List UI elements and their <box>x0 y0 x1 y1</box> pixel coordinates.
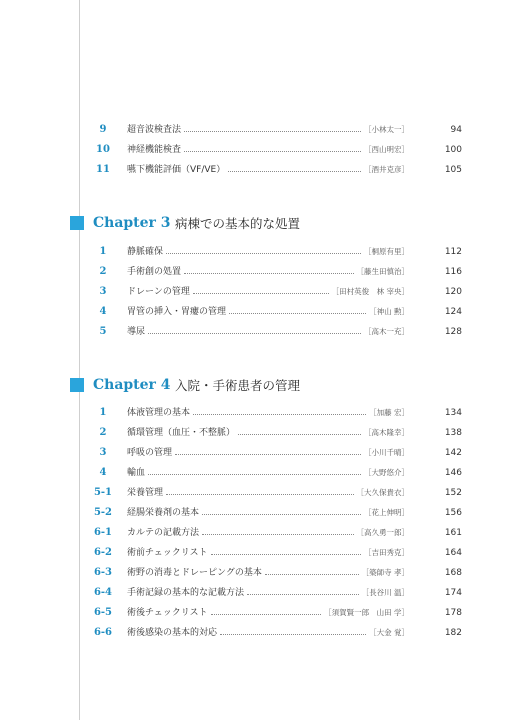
toc-row[interactable] <box>0 305 509 319</box>
item-page: 142 <box>444 448 462 458</box>
toc-row[interactable] <box>0 265 509 279</box>
toc-row[interactable] <box>0 486 509 500</box>
item-author: ［高久勇一郎］ <box>356 528 409 537</box>
toc-row[interactable] <box>0 546 509 560</box>
item-title: 術野の消毒とドレーピングの基本 <box>127 568 262 578</box>
item-title: 術後チェックリスト <box>127 608 208 618</box>
toc-row[interactable] <box>0 285 509 299</box>
leader-dots <box>247 594 359 595</box>
item-title: 呼吸の管理 <box>127 448 173 458</box>
leader-dots <box>228 171 361 172</box>
leader-dots <box>202 534 353 535</box>
toc-row[interactable] <box>0 506 509 520</box>
item-author: ［田村英俊 林 宰央］ <box>331 287 409 296</box>
item-title: 経腸栄養剤の基本 <box>127 508 200 518</box>
item-title: 導尿 <box>127 327 146 337</box>
leader-dots <box>193 414 366 415</box>
leader-dots <box>148 474 361 475</box>
item-page: 174 <box>444 588 462 598</box>
item-number: 5 <box>99 326 107 337</box>
item-number: 4 <box>99 467 107 478</box>
toc-row[interactable] <box>0 526 509 540</box>
item-number: 6-2 <box>93 547 113 558</box>
item-number: 2 <box>99 266 107 277</box>
item-page: 152 <box>444 488 462 498</box>
item-page: 156 <box>444 508 462 518</box>
item-number: 6-3 <box>93 567 113 578</box>
item-number: 3 <box>99 286 107 297</box>
toc-row[interactable] <box>0 586 509 600</box>
chapter-heading[interactable] <box>0 215 509 233</box>
item-page: 105 <box>444 165 462 175</box>
item-author: ［大久保貴衣］ <box>356 488 409 497</box>
item-page: 116 <box>444 267 462 277</box>
item-title: 神経機能検査 <box>127 145 182 155</box>
chapter-marker-square <box>70 378 84 392</box>
leader-dots <box>184 273 353 274</box>
item-page: 168 <box>444 568 462 578</box>
item-title: 超音波検査法 <box>127 125 182 135</box>
item-page: 94 <box>450 125 462 135</box>
item-number: 6-4 <box>93 587 113 598</box>
leader-dots <box>184 151 361 152</box>
toc-row[interactable] <box>0 143 509 157</box>
item-page: 178 <box>444 608 462 618</box>
item-author: ［桐原有里］ <box>364 247 409 256</box>
item-page: 164 <box>444 548 462 558</box>
item-title: 術前チェックリスト <box>127 548 208 558</box>
leader-dots <box>211 554 361 555</box>
item-number: 9 <box>99 124 107 135</box>
item-author: ［小林太一］ <box>364 125 409 134</box>
leader-dots <box>184 131 361 132</box>
item-title: 体液管理の基本 <box>127 408 191 418</box>
item-title: 循環管理（血圧・不整脈） <box>127 428 236 438</box>
toc-row[interactable] <box>0 245 509 259</box>
item-page: 134 <box>444 408 462 418</box>
item-number: 11 <box>96 164 110 175</box>
item-author: ［花上伸明］ <box>364 508 409 517</box>
item-title: 輸血 <box>127 468 146 478</box>
item-author: ［須賀賢一郎 山田 学］ <box>324 608 409 617</box>
toc-row[interactable] <box>0 446 509 460</box>
item-title: カルテの記載方法 <box>127 528 200 538</box>
item-author: ［大金 覚］ <box>369 628 409 637</box>
leader-dots <box>148 333 361 334</box>
leader-dots <box>166 494 353 495</box>
leader-dots <box>229 313 366 314</box>
item-title: 胃管の挿入・胃瘻の管理 <box>127 307 227 317</box>
item-title: 術後感染の基本的対応 <box>127 628 218 638</box>
item-title: ドレーンの管理 <box>127 287 190 297</box>
item-number: 5-1 <box>93 487 113 498</box>
item-number: 1 <box>99 246 107 257</box>
leader-dots <box>238 434 361 435</box>
chapter-label: Chapter 4 <box>93 377 171 393</box>
toc-row[interactable] <box>0 163 509 177</box>
item-number: 6-6 <box>93 627 113 638</box>
item-page: 138 <box>444 428 462 438</box>
chapter-heading[interactable] <box>0 377 509 395</box>
item-number: 10 <box>96 144 110 155</box>
item-number: 6-1 <box>93 527 113 538</box>
toc-row[interactable] <box>0 426 509 440</box>
item-page: 112 <box>444 247 462 257</box>
toc-row[interactable] <box>0 566 509 580</box>
item-author: ［高木一充］ <box>364 327 409 336</box>
item-page: 146 <box>444 468 462 478</box>
item-author: ［吉田秀克］ <box>364 548 409 557</box>
item-author: ［神山 勲］ <box>369 307 409 316</box>
leader-dots <box>175 454 361 455</box>
item-title: 静脈確保 <box>127 247 164 257</box>
toc-row[interactable] <box>0 123 509 137</box>
item-number: 1 <box>99 407 107 418</box>
leader-dots <box>202 514 361 515</box>
item-page: 161 <box>444 528 462 538</box>
item-page: 100 <box>444 145 462 155</box>
item-author: ［加藤 宏］ <box>369 408 409 417</box>
item-author: ［小川千晴］ <box>364 448 409 457</box>
item-author: ［高木隆幸］ <box>364 428 409 437</box>
toc-row[interactable] <box>0 325 509 339</box>
leader-dots <box>193 293 329 294</box>
item-page: 182 <box>444 628 462 638</box>
toc-row[interactable] <box>0 406 509 420</box>
item-author: ［酒井克彦］ <box>364 165 409 174</box>
item-number: 3 <box>99 447 107 458</box>
item-page: 128 <box>444 327 462 337</box>
chapter-label: Chapter 3 <box>93 215 171 231</box>
leader-dots <box>220 634 366 635</box>
chapter-title: 入院・手術患者の管理 <box>175 378 301 393</box>
item-author: ［藤生田慎治］ <box>356 267 409 276</box>
item-page: 120 <box>444 287 462 297</box>
item-author: ［西山明宏］ <box>364 145 409 154</box>
item-title: 嚥下機能評価（VF/VE） <box>127 165 226 175</box>
leader-dots <box>211 614 322 615</box>
item-number: 2 <box>99 427 107 438</box>
item-number: 6-5 <box>93 607 113 618</box>
item-title: 手術創の処置 <box>127 267 182 277</box>
item-number: 4 <box>99 306 107 317</box>
item-author: ［築師寺 孝］ <box>361 568 409 577</box>
item-author: ［長谷川 温］ <box>361 588 409 597</box>
item-title: 手術記録の基本的な記載方法 <box>127 588 245 598</box>
item-page: 124 <box>444 307 462 317</box>
toc-row[interactable] <box>0 606 509 620</box>
item-author: ［大野悠介］ <box>364 468 409 477</box>
item-number: 5-2 <box>93 507 113 518</box>
chapter-marker-square <box>70 216 84 230</box>
item-title: 栄養管理 <box>127 488 164 498</box>
leader-dots <box>166 253 361 254</box>
leader-dots <box>265 574 359 575</box>
toc-row[interactable] <box>0 626 509 640</box>
toc-row[interactable] <box>0 466 509 480</box>
chapter-title: 病棟での基本的な処置 <box>175 216 301 231</box>
